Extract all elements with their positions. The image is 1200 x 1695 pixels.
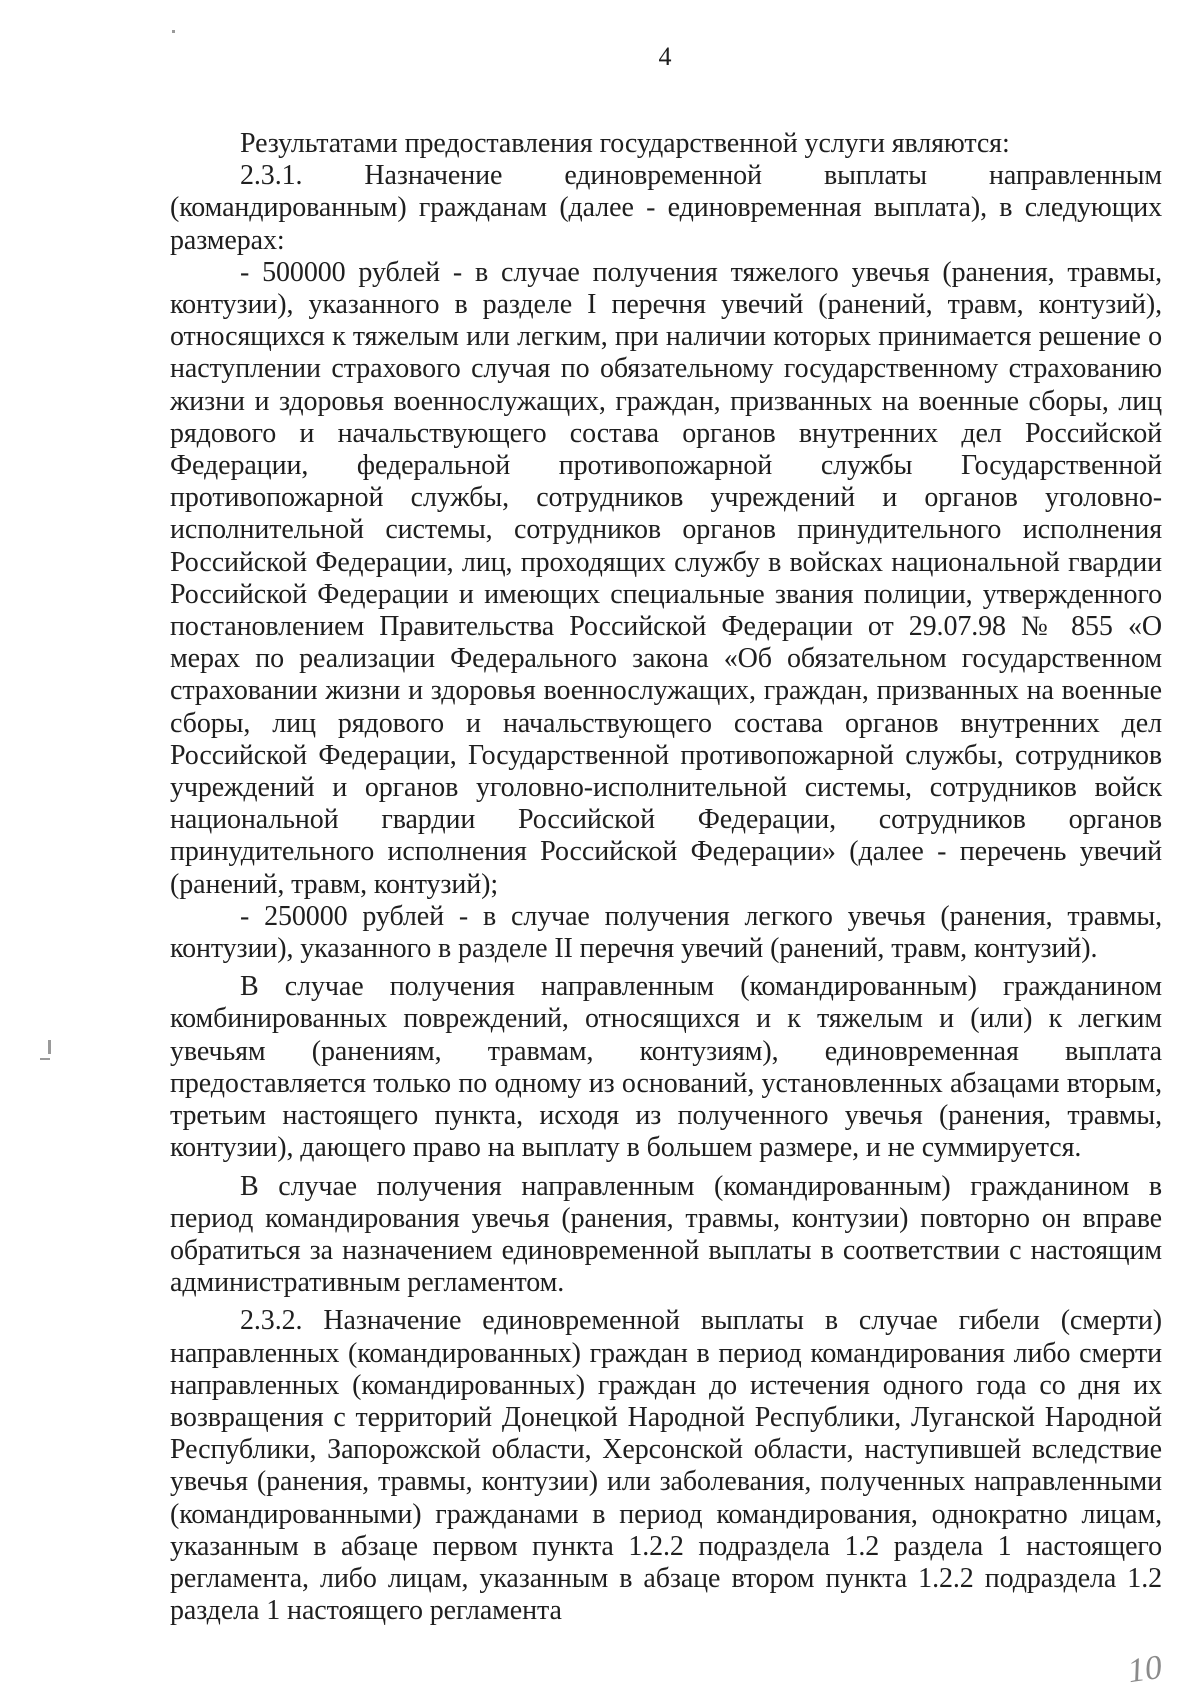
paragraph-intro: Результатами предоставления государственной услуги являются:	[240, 128, 1010, 159]
paragraph-2-3-2: 2.3.2. Назначение единовременной выплаты в случае гибели (смерти) направленных (командированных) граждан в период командирования либо смерти направленных (командированных) граждан до истечения одного года со дня их возвращения с территорий Донецкой Народной Республики, Луганской Народной Республики, Запорожской области, Херсонской области, наступившей вследствие увечья (ранения, травмы, контузии) или заболевания, полученных направленными (командированными) гражданами в период командирования, однократно лицам, указанным в абзаце первом пункта 1.2.2 подраздела 1.2 раздела 1 настоящего регламента, либо лицам, указанным в абзаце втором пункта 1.2.2 подраздела 1.2 раздела 1 настоящего регламента	[170, 1305, 1162, 1627]
page-number: 4	[658, 42, 672, 71]
scan-artifact	[40, 1058, 50, 1060]
paragraph-250000: - 250000 рублей - в случае получения легкого увечья (ранения, травмы, контузии), указанного в разделе II перечня увечий (ранений, травм, контузий).	[170, 900, 1162, 965]
scan-artifact	[172, 30, 175, 33]
paragraph-repeat-injury: В случае получения направленным (командированным) гражданином в период командирования увечья (ранения, травмы, контузии) повторно он вправе обратиться за назначением единовременной выплаты в соответствии с настоящим административным регламентом.	[170, 1170, 1162, 1299]
paragraph-combined-injuries: В случае получения направленным (командированным) гражданином комбинированных повреждений, относящихся и к тяжелым и (или) к легким увечьям (ранениям, травмам, контузиям), единовременная выплата предоставляется только по одному из оснований, установленных абзацами вторым, третьим настоящего пункта, исходя из полученного увечья (ранения, травмы, контузии), дающего право на выплату в большем размере, и не суммируется.	[170, 971, 1162, 1164]
handwritten-page-mark: 10	[1125, 1648, 1165, 1691]
scan-artifact	[48, 1040, 51, 1054]
document-body	[170, 128, 1162, 1627]
paragraph-2-3-1: 2.3.1. Назначение единовременной выплаты направленным (командированным) гражданам (далее - единовременная выплата), в следующих размерах:	[170, 160, 1162, 256]
paragraph-500000: - 500000 рублей - в случае получения тяжелого увечья (ранения, травмы, контузии), указанного в разделе I перечня увечий (ранений, травм, контузий), относящихся к тяжелым или легким, при наличии которых принимается решение о наступлении страхового случая по обязательному государственному страхованию жизни и здоровья военнослужащих, граждан, призванных на военные сборы, лиц рядового и начальствующего состава органов внутренних дел Российской Федерации, федеральной противопожарной службы Государственной противопожарной службы, сотрудников учреждений и органов уголовно-исполнительной системы, сотрудников органов принудительного исполнения Российской Федерации, лиц, проходящих службу в войсках национальной гвардии Российской Федерации и имеющих специальные звания полиции, утвержденного постановлением Правительства Российской Федерации от 29.07.98 № 855 «О мерах по реализации Федерального закона «Об обязательном государственном страховании жизни и здоровья военнослужащих, граждан, призванных на военные сборы, лиц рядового и начальствующего состава органов внутренних дел Российской Федерации, Государственной противопожарной службы, сотрудников учреждений и органов уголовно-исполнительной системы, сотрудников войск национальной гвардии Российской Федерации, сотрудников органов принудительного исполнения Российской Федерации» (далее - перечень увечий (ранений, травм, контузий);	[170, 256, 1162, 900]
